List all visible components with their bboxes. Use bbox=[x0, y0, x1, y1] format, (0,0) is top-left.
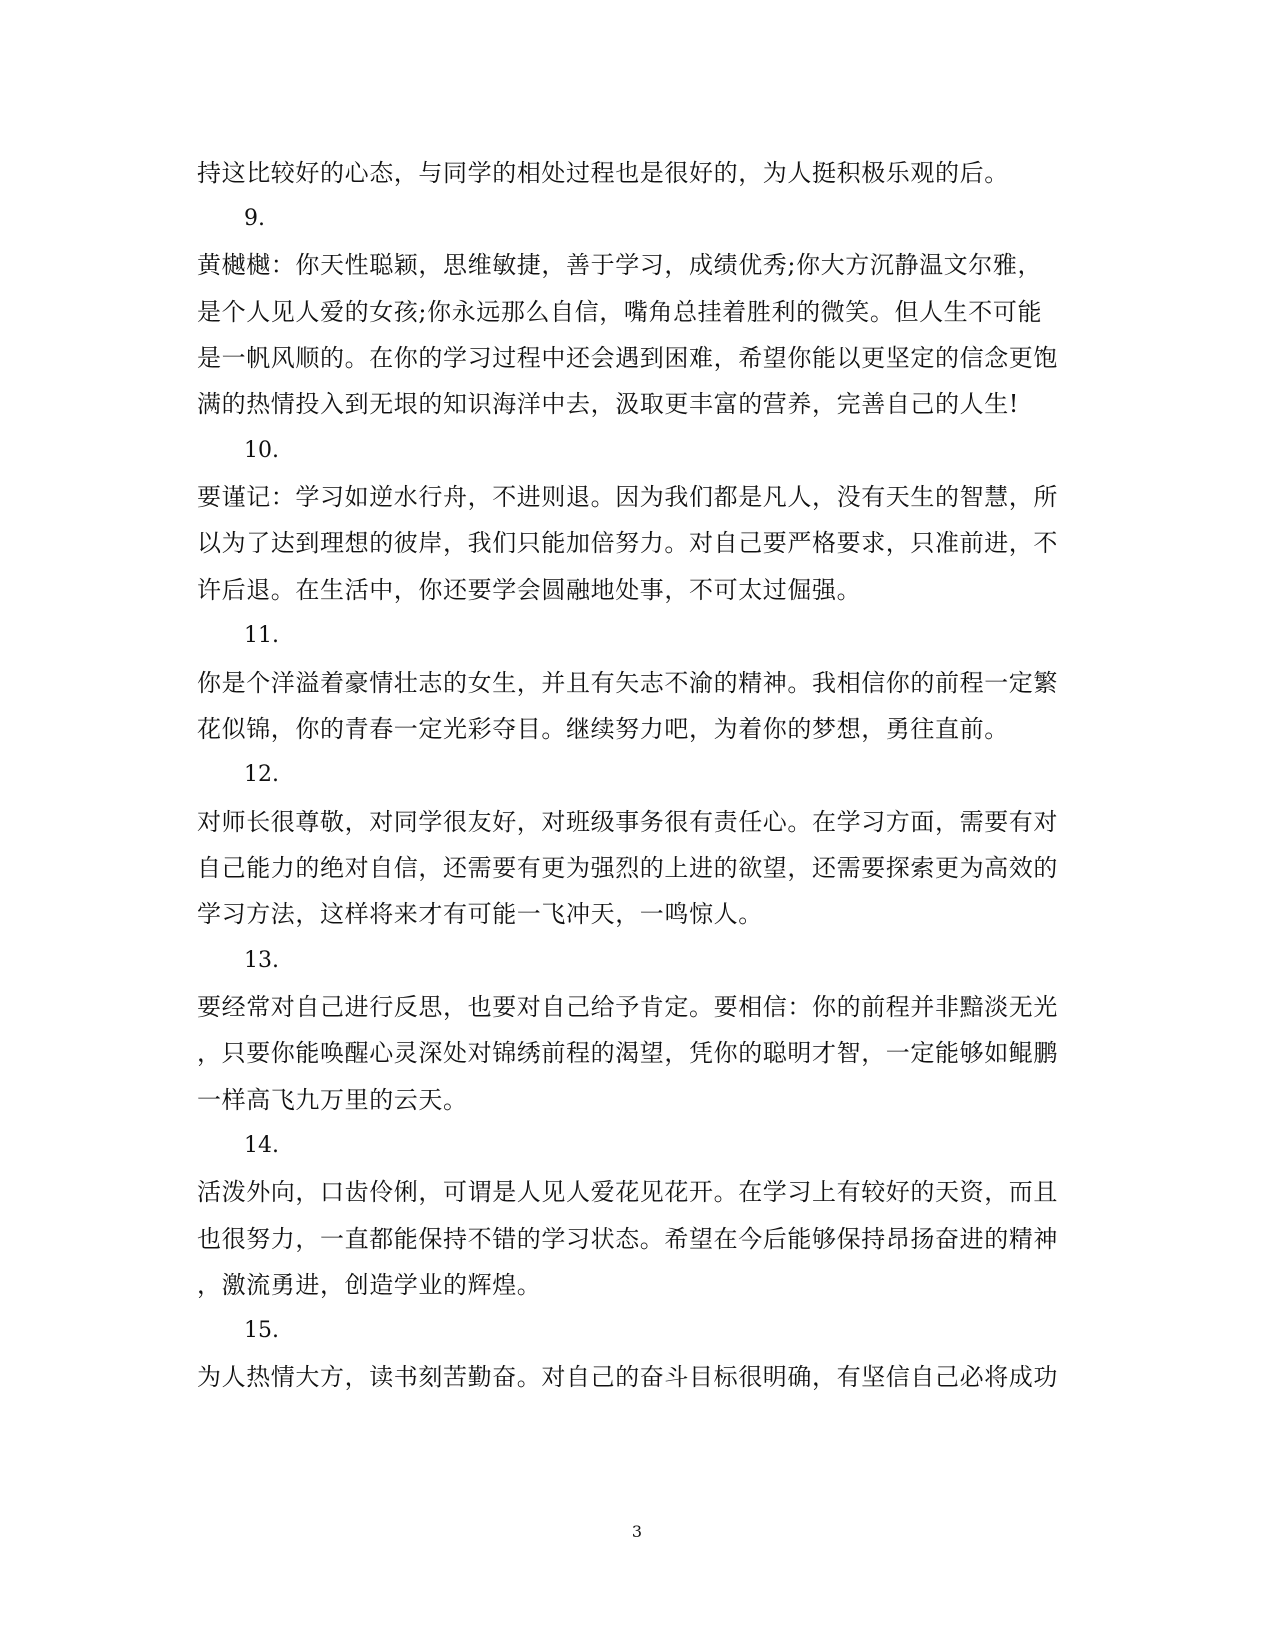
paragraph-line: 要经常对自己进行反思，也要对自己给予肯定。要相信：你的前程并非黯淡无光 bbox=[197, 993, 1058, 1021]
item-number: 15. bbox=[244, 1318, 279, 1343]
paragraph-line: 满的热情投入到无垠的知识海洋中去，汲取更丰富的营养，完善自己的人生! bbox=[197, 390, 1020, 418]
paragraph-line: 要谨记：学习如逆水行舟，不进则退。因为我们都是凡人，没有天生的智慧，所 bbox=[197, 483, 1058, 511]
item-number: 14. bbox=[244, 1133, 279, 1158]
item-number: 9. bbox=[244, 206, 265, 231]
paragraph-line: ，激流勇进，创造学业的辉煌。 bbox=[197, 1271, 542, 1299]
item-number: 13. bbox=[244, 948, 279, 973]
paragraph-line: 为人热情大方，读书刻苦勤奋。对自己的奋斗目标很明确，有坚信自己必将成功 bbox=[197, 1363, 1058, 1391]
paragraph-line: 自己能力的绝对自信，还需要有更为强烈的上进的欲望，还需要探索更为高效的 bbox=[197, 854, 1058, 882]
page-number: 3 bbox=[631, 1522, 643, 1541]
paragraph-line: 黄樾樾：你天性聪颖，思维敏捷，善于学习，成绩优秀;你大方沉静温文尔雅， bbox=[197, 251, 1043, 279]
paragraph-line: ，只要你能唤醒心灵深处对锦绣前程的渴望，凭你的聪明才智，一定能够如鲲鹏 bbox=[197, 1039, 1058, 1067]
paragraph-line: 也很努力，一直都能保持不错的学习状态。希望在今后能够保持昂扬奋进的精神 bbox=[197, 1225, 1058, 1253]
paragraph-line: 是一帆风顺的。在你的学习过程中还会遇到困难，希望你能以更坚定的信念更饱 bbox=[197, 344, 1058, 372]
paragraph-line: 花似锦，你的青春一定光彩夺目。继续努力吧，为着你的梦想，勇往直前。 bbox=[197, 715, 1009, 743]
paragraph-line: 是个人见人爱的女孩;你永远那么自信，嘴角总挂着胜利的微笑。但人生不可能 bbox=[197, 298, 1043, 326]
item-number: 12. bbox=[244, 762, 279, 787]
item-number: 10. bbox=[244, 438, 279, 463]
paragraph-line: 持这比较好的心态，与同学的相处过程也是很好的，为人挺积极乐观的后。 bbox=[197, 159, 1009, 187]
paragraph-line: 许后退。在生活中，你还要学会圆融地处事，不可太过倔强。 bbox=[197, 576, 862, 604]
paragraph-line: 学习方法，这样将来才有可能一飞冲天，一鸣惊人。 bbox=[197, 900, 763, 928]
paragraph-line: 你是个洋溢着豪情壮志的女生，并且有矢志不渝的精神。我相信你的前程一定繁 bbox=[197, 669, 1058, 697]
paragraph-line: 对师长很尊敬，对同学很友好，对班级事务很有责任心。在学习方面，需要有对 bbox=[197, 808, 1058, 836]
paragraph-line: 以为了达到理想的彼岸，我们只能加倍努力。对自己要严格要求，只准前进，不 bbox=[197, 529, 1058, 557]
paragraph-line: 一样高飞九万里的云天。 bbox=[197, 1086, 468, 1114]
paragraph-line: 活泼外向，口齿伶俐，可谓是人见人爱花见花开。在学习上有较好的天资，而且 bbox=[197, 1178, 1058, 1206]
item-number: 11. bbox=[244, 623, 279, 648]
